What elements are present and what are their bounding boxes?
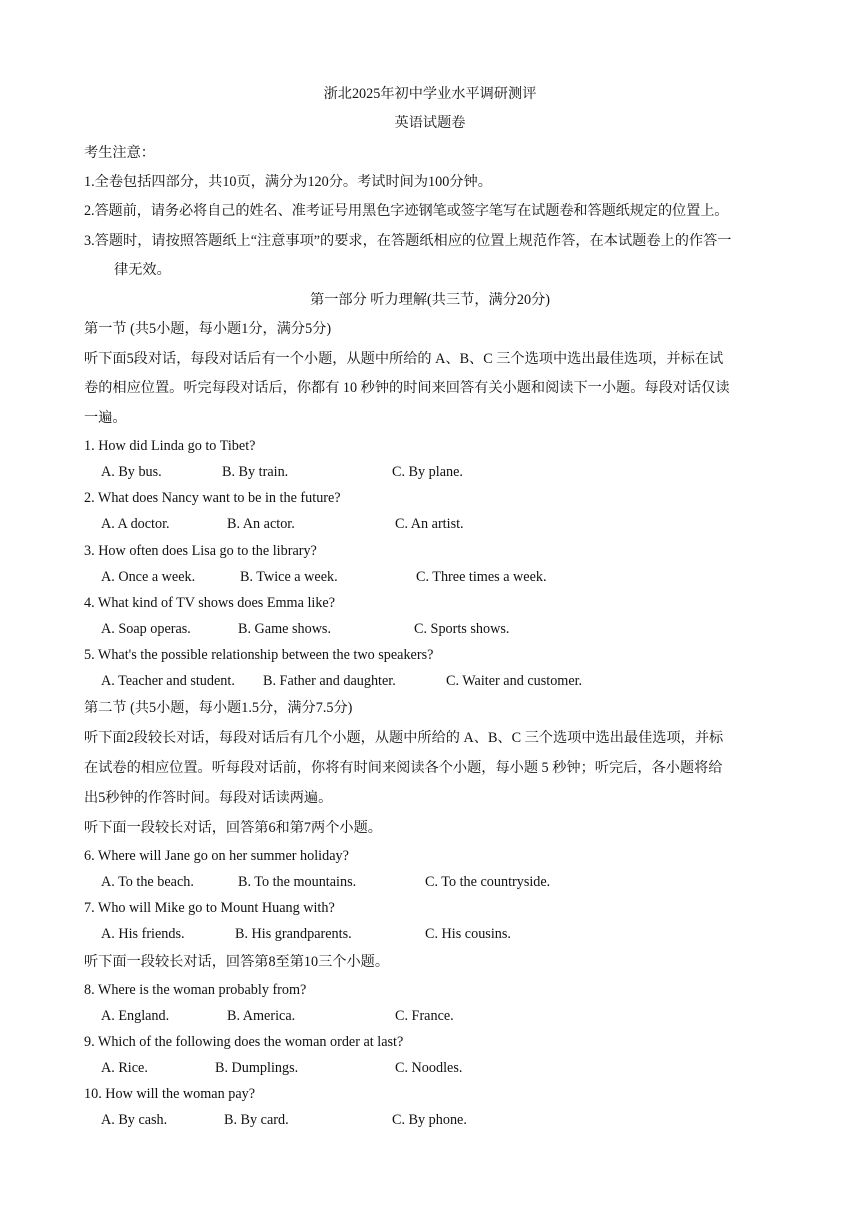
q10-option-b: B. By card. (224, 1112, 289, 1128)
q5-option-a: A. Teacher and student. (101, 673, 235, 689)
q1-option-b: B. By train. (222, 464, 289, 480)
section2-instructions-2: 在试卷的相应位置。听每段对话前，你将有时间来阅读各个小题，每小题 5 秒钟；听完后，各小题将给 (84, 760, 723, 776)
question-10: 10. How will the woman pay? (84, 1086, 256, 1102)
section2-instructions-3: 出5秒钟的作答时间。每段对话读两遍。 (84, 790, 333, 806)
question-5: 5. What's the possible relationship between the two speakers? (84, 647, 434, 663)
part1-title: 第一部分 听力理解(共三节，满分20分) (310, 292, 550, 308)
dialog2-intro: 听下面一段较长对话，回答第8至第10三个小题。 (84, 954, 390, 970)
notice-item-2: 2.答题前，请务必将自己的姓名、准考证号用黑色字迹钢笔或签字笔写在试题卷和答题纸规定的位置上。 (84, 203, 729, 219)
question-9: 9. Which of the following does the woman order at last? (84, 1034, 404, 1050)
q10-option-c: C. By phone. (392, 1112, 467, 1128)
dialog1-intro: 听下面一段较长对话，回答第6和第7两个小题。 (84, 820, 382, 836)
q7-option-a: A. His friends. (101, 926, 185, 942)
q2-option-b: B. An actor. (227, 516, 295, 532)
q9-option-c: C. Noodles. (395, 1060, 463, 1076)
q2-option-c: C. An artist. (395, 516, 464, 532)
section1-instructions-1: 听下面5段对话，每段对话后有一个小题，从题中所给的 A、B、C 三个选项中选出最佳选项，并标在试 (84, 351, 724, 367)
q8-option-c: C. France. (395, 1008, 454, 1024)
q8-option-a: A. England. (101, 1008, 170, 1024)
q4-option-c: C. Sports shows. (414, 621, 510, 637)
q1-option-a: A. By bus. (101, 464, 162, 480)
notice-item-3: 3.答题时，请按照答题纸上“注意事项”的要求，在答题纸相应的位置上规范作答，在本试题卷上的作答一 (84, 233, 732, 249)
q5-option-c: C. Waiter and customer. (446, 673, 583, 689)
q9-option-a: A. Rice. (101, 1060, 148, 1076)
exam-title: 浙北2025年初中学业水平调研测评 (323, 86, 537, 102)
question-8: 8. Where is the woman probably from? (84, 982, 307, 998)
q2-option-a: A. A doctor. (101, 516, 170, 532)
q8-option-b: B. America. (227, 1008, 296, 1024)
q9-option-b: B. Dumplings. (215, 1060, 299, 1076)
notice-item-3-cont: 律无效。 (114, 262, 171, 278)
notice-heading: 考生注意： (84, 145, 155, 161)
question-7: 7. Who will Mike go to Mount Huang with? (84, 900, 335, 916)
q7-option-c: C. His cousins. (425, 926, 511, 942)
q4-option-b: B. Game shows. (238, 621, 332, 637)
question-4: 4. What kind of TV shows does Emma like? (84, 595, 336, 611)
section1-instructions-2: 卷的相应位置。听完每段对话后，你都有 10 秒钟的时间来回答有关小题和阅读下一小题。每段对话仅读 (84, 380, 730, 396)
section2-title: 第二节 (共5小题，每小题1.5分，满分7.5分) (84, 700, 353, 716)
q6-option-b: B. To the mountains. (238, 874, 357, 890)
question-2: 2. What does Nancy want to be in the future? (84, 490, 341, 506)
section2-instructions-1: 听下面2段较长对话，每段对话后有几个小题，从题中所给的 A、B、C 三个选项中选出最佳选项，并标 (84, 730, 724, 746)
exam-subtitle: 英语试题卷 (394, 115, 466, 131)
notice-item-1: 1.全卷包括四部分，共10页，满分为120分。考试时间为100分钟。 (84, 174, 492, 190)
q6-option-c: C. To the countryside. (425, 874, 551, 890)
question-6: 6. Where will Jane go on her summer holiday? (84, 848, 349, 864)
q10-option-a: A. By cash. (101, 1112, 168, 1128)
section1-title: 第一节 (共5小题，每小题1分，满分5分) (84, 321, 332, 337)
q3-option-a: A. Once a week. (101, 569, 196, 585)
q3-option-c: C. Three times a week. (416, 569, 547, 585)
q1-option-c: C. By plane. (392, 464, 463, 480)
q7-option-b: B. His grandparents. (235, 926, 352, 942)
q5-option-b: B. Father and daughter. (263, 673, 396, 689)
question-1: 1. How did Linda go to Tibet? (84, 438, 256, 454)
section1-instructions-3: 一遍。 (84, 410, 127, 426)
q6-option-a: A. To the beach. (101, 874, 194, 890)
q3-option-b: B. Twice a week. (240, 569, 338, 585)
question-3: 3. How often does Lisa go to the library? (84, 543, 317, 559)
q4-option-a: A. Soap operas. (101, 621, 191, 637)
